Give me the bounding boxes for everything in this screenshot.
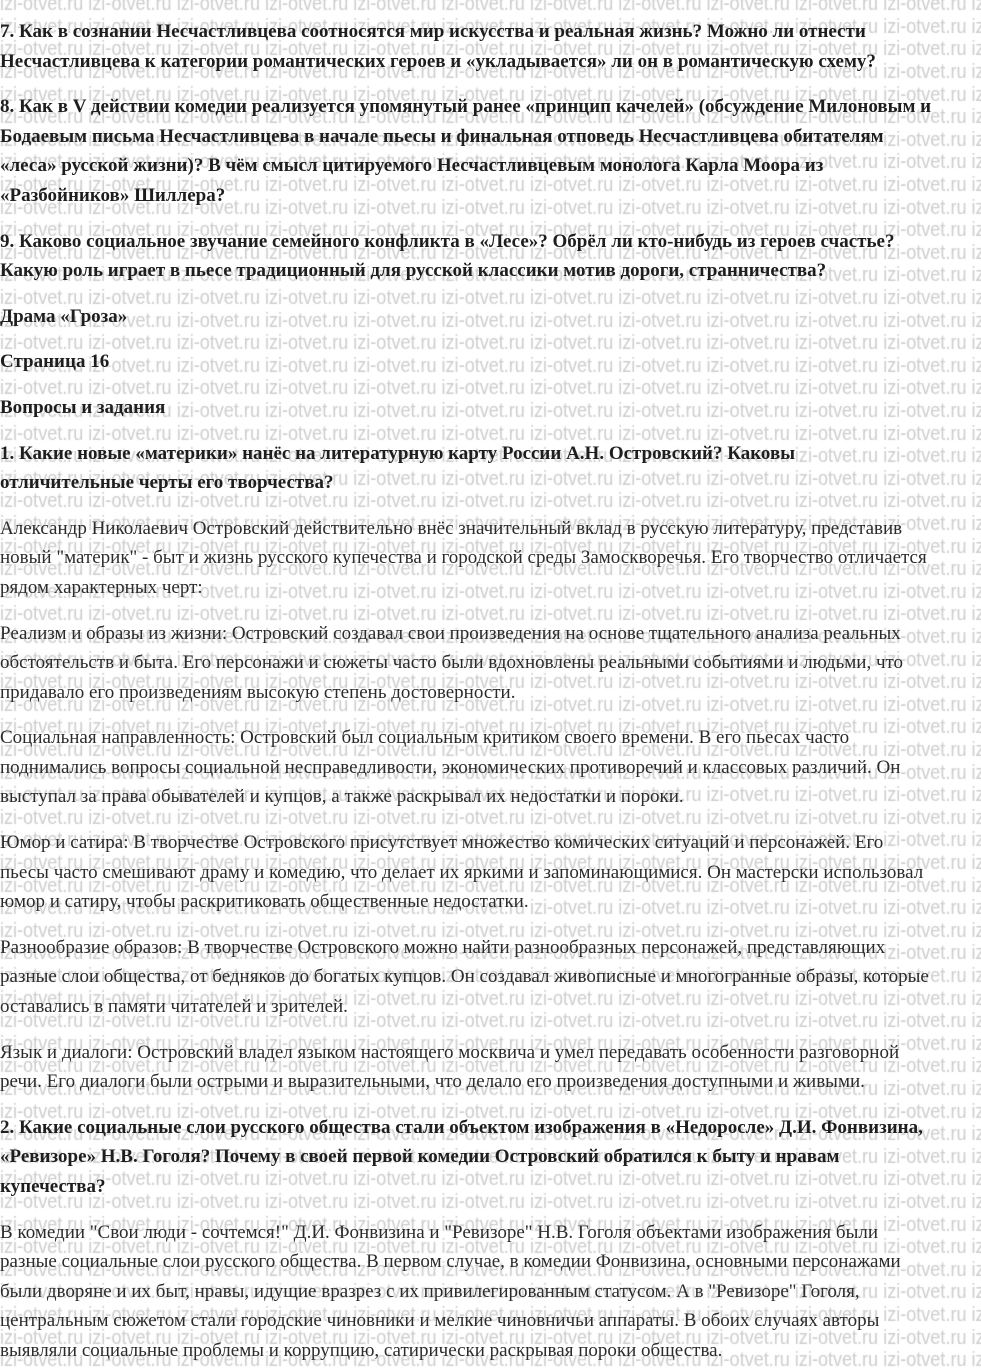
text-line: отличительные черты его творчества?: [0, 472, 334, 494]
text-line: Бодаевым письма Несчастливцева в начале пьесы и финальная отповедь Несчастливцева обитателям: [0, 125, 884, 147]
text-line: Страница 16: [0, 351, 110, 373]
text-line: Несчастливцева к категории романтических героев и «укладывается» ли он в романтическую схему?: [0, 50, 876, 72]
question-heading: [0, 302, 981, 332]
text-line: придавало его произведениям высокую степень достоверности.: [0, 681, 516, 703]
text-line: 7. Как в сознании Несчастливцева соотносятся мир искусства и реальная жизнь? Можно ли отнести: [0, 21, 866, 42]
answer-paragraph: [0, 1218, 981, 1366]
answer-paragraph: [0, 619, 981, 708]
text-line: «Ревизоре» Н.В. Гоголя? Почему в своей первой комедии Островский обратился к быту и нравам: [0, 1146, 840, 1168]
text-line: 2. Какие социальные слои русского общества стали объектом изображения в «Недоросле» Д.И. Фонвизина,: [0, 1116, 923, 1138]
text-line: Социальная направленность: Островский был социальным критиком своего времени. В его пьесах часто: [0, 727, 850, 749]
text-line: Александр Николаевич Островский действительно внёс значительный вклад в русскую литературу, представив: [0, 517, 903, 539]
text-line: Юмор и сатира: В творчестве Островского присутствует множество комических ситуаций и персонажей. Его: [0, 832, 884, 854]
text-line: Вопросы и задания: [0, 396, 166, 418]
text-line: Язык и диалоги: Островский владел языком настоящего москвича и умел передавать особенности разговорной: [0, 1041, 900, 1063]
text-line: Какую роль играет в пьесе традиционный для русской классики мотив дороги, странничества?: [0, 260, 827, 282]
text-line: «леса» русской жизни)? В чём смысл цитируемого Несчастливцевым монолога Карла Моора из: [0, 155, 824, 177]
answer-paragraph: [0, 514, 981, 603]
text-line: разные социальные слои русского общества. В первом случае, в комедии Фонвизина, основными персонажами: [0, 1251, 901, 1273]
text-line: Драма «Гроза»: [0, 305, 128, 327]
answer-paragraph: [0, 1038, 981, 1097]
text-line: 8. Как в V действии комедии реализуется упомянутый ранее «принцип качелей» (обсуждение Милоновым и: [0, 96, 932, 118]
question-heading: [0, 347, 981, 377]
text-line: разные слои общества, от бедняков до богатых купцов. Он создавал живописные и многогранные образы, которые: [0, 966, 929, 988]
question-heading: [0, 1113, 981, 1202]
text-line: 9. Каково социальное звучание семейного конфликта в «Лесе»? Обрёл ли кто-нибудь из героев счастье?: [0, 230, 895, 252]
text-line: юмор и сатиру, чтобы раскритиковать общественные недостатки.: [0, 891, 529, 913]
answer-paragraph: [0, 933, 981, 1022]
text-line: выступал за права обывателей и купцов, а также раскрывал их недостатки и пороки.: [0, 786, 684, 808]
text-line: 1. Какие новые «материки» нанёс на литературную карту России А.Н. Островский? Каковы: [0, 442, 796, 464]
question-heading: [0, 227, 981, 286]
text-line: рядом характерных черт:: [0, 576, 203, 598]
text-line: новый "материк" - быт и жизнь русского купечества и городской среды Замоскворечья. Его творчество отличается: [0, 547, 927, 569]
text-line: купечества?: [0, 1176, 106, 1197]
answer-paragraph: [0, 723, 981, 812]
text-line: были дворяне и их быт, нравы, идущие вразрез с их привилегированным статусом. А в "Ревизоре" Гоголя,: [0, 1280, 860, 1302]
text-line: центральным сюжетом стали городские чиновники и мелкие чиновничьи аппараты. В обоих случаях авторы: [0, 1310, 880, 1332]
question-heading: [0, 92, 981, 210]
text-line: поднимались вопросы социальной несправедливости, экономических противоречий и классовых различий. Он: [0, 756, 901, 778]
text-line: Разнообразие образов: В творчестве Островского можно найти разнообразных персонажей, представляющих: [0, 936, 886, 958]
answer-paragraph: [0, 828, 981, 917]
text-line: обстоятельств и быта. Его персонажи и сюжеты часто были вдохновлены реальными событиями и людьми, что: [0, 652, 904, 674]
text-line: пьесы часто смешивают драму и комедию, что делает их яркими и запоминающимися. Он мастерски использовал: [0, 861, 924, 883]
text-line: В комедии "Свои люди - сочтемся!" Д.И. Фонвизина и "Ревизоре" Н.В. Гоголя объектами изображения были: [0, 1221, 878, 1243]
text-line: выявляли социальные проблемы и коррупцию, сатирически раскрывая пороки общества.: [0, 1339, 723, 1361]
question-heading: [0, 439, 981, 498]
text-line: речи. Его диалоги были острыми и выразительными, что делало его произведения доступными и живыми.: [0, 1071, 865, 1093]
question-heading: [0, 17, 981, 76]
text-line: «Разбойников» Шиллера?: [0, 184, 226, 206]
text-line: оставались в памяти читателей и зрителей.: [0, 996, 348, 1018]
question-heading: [0, 393, 981, 423]
text-line: Реализм и образы из жизни: Островский создавал свои произведения на основе тщательного анализа реальных: [0, 622, 901, 644]
